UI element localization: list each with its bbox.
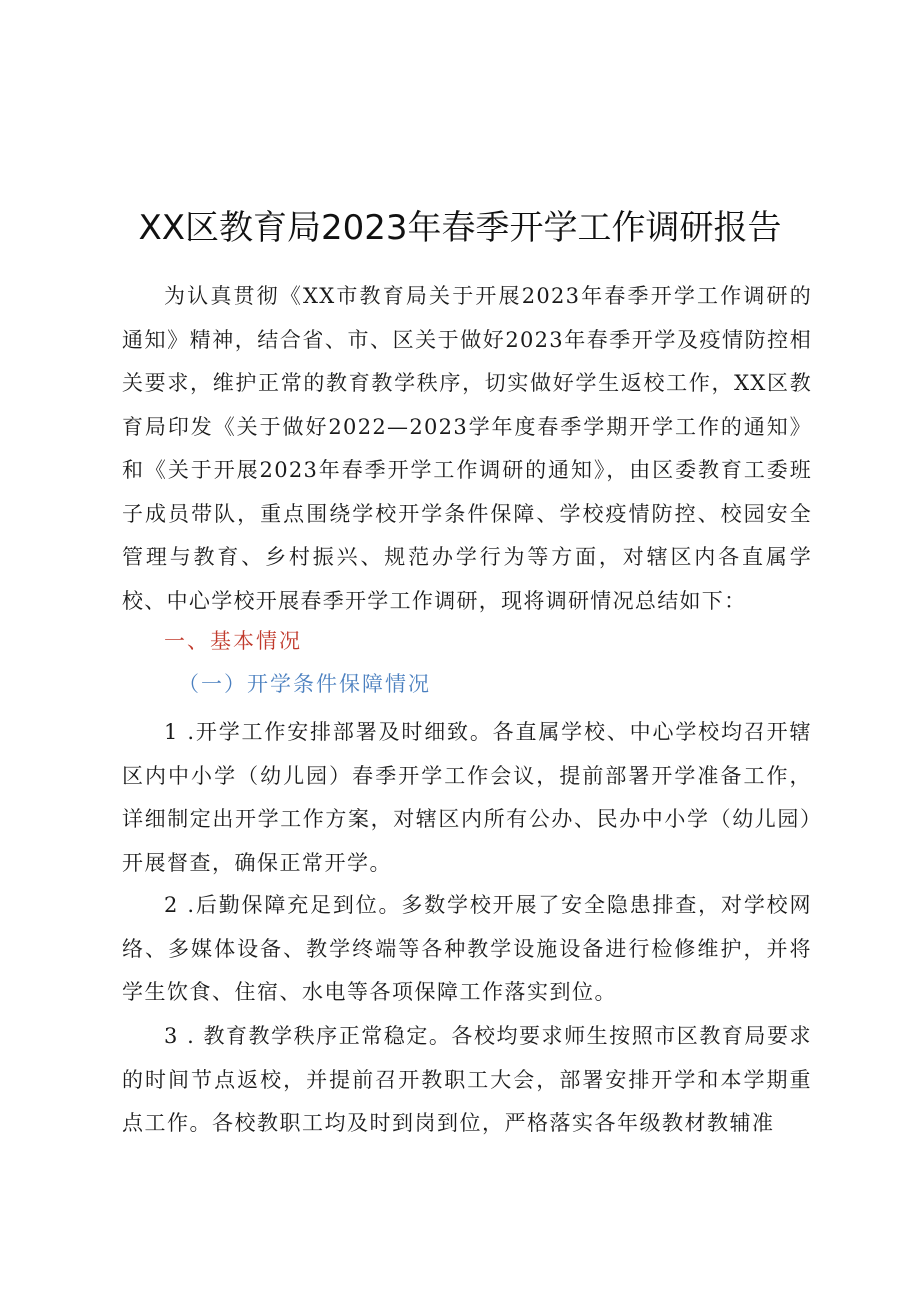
subsection-heading: （一）开学条件保障情况 — [178, 672, 431, 696]
paragraph-item-2: 2 .后勤保障充足到位。多数学校开展了安全隐患排查，对学校网络、多媒体设备、教学终端等各种教学设施设备进行检修维护，并将学生饮食、住宿、水电等各项保障工作落实到位。 — [122, 893, 812, 1004]
paragraph-item-1: 1 .开学工作安排部署及时细致。各直属学校、中心学校均召开辖区内中小学（幼儿园）春季开学工作会议，提前部署开学准备工作，详细制定出开学工作方案，对辖区内所有公办、民办中小学（幼儿园）开展督查，确保正常开学。 — [122, 720, 812, 875]
section-heading: 一、基本情况 — [164, 629, 302, 653]
paragraph-item-3: 3 . 教育教学秩序正常稳定。各校均要求师生按照市区教育局要求的时间节点返校，并提前召开教职工大会，部署安排开学和本学期重点工作。各校教职工均及时到岗到位，严格落实各年级教材教辅准 — [122, 1024, 812, 1135]
intro-paragraph: 为认真贯彻《XX市教育局关于开展2023年春季开学工作调研的通知》精神，结合省、市、区关于做好2023年春季开学及疫情防控相关要求，维护正常的教育教学秩序，切实做好学生返校工作，XX区教育局印发《关于做好2022—2023学年度春季学期开学工作的通知》和《关于开展2023年春季开学工作调研的通知》，由区委教育工委班子成员带队，重点围绕学校开学条件保障、学校疫情防控、校园安全管理与教育、乡村振兴、规范办学行为等方面，对辖区内各直属学校、中心学校开展春季开学工作调研，现将调研情况总结如下： — [122, 284, 812, 613]
document-title: XX区教育局2023年春季开学工作调研报告 — [138, 208, 782, 248]
